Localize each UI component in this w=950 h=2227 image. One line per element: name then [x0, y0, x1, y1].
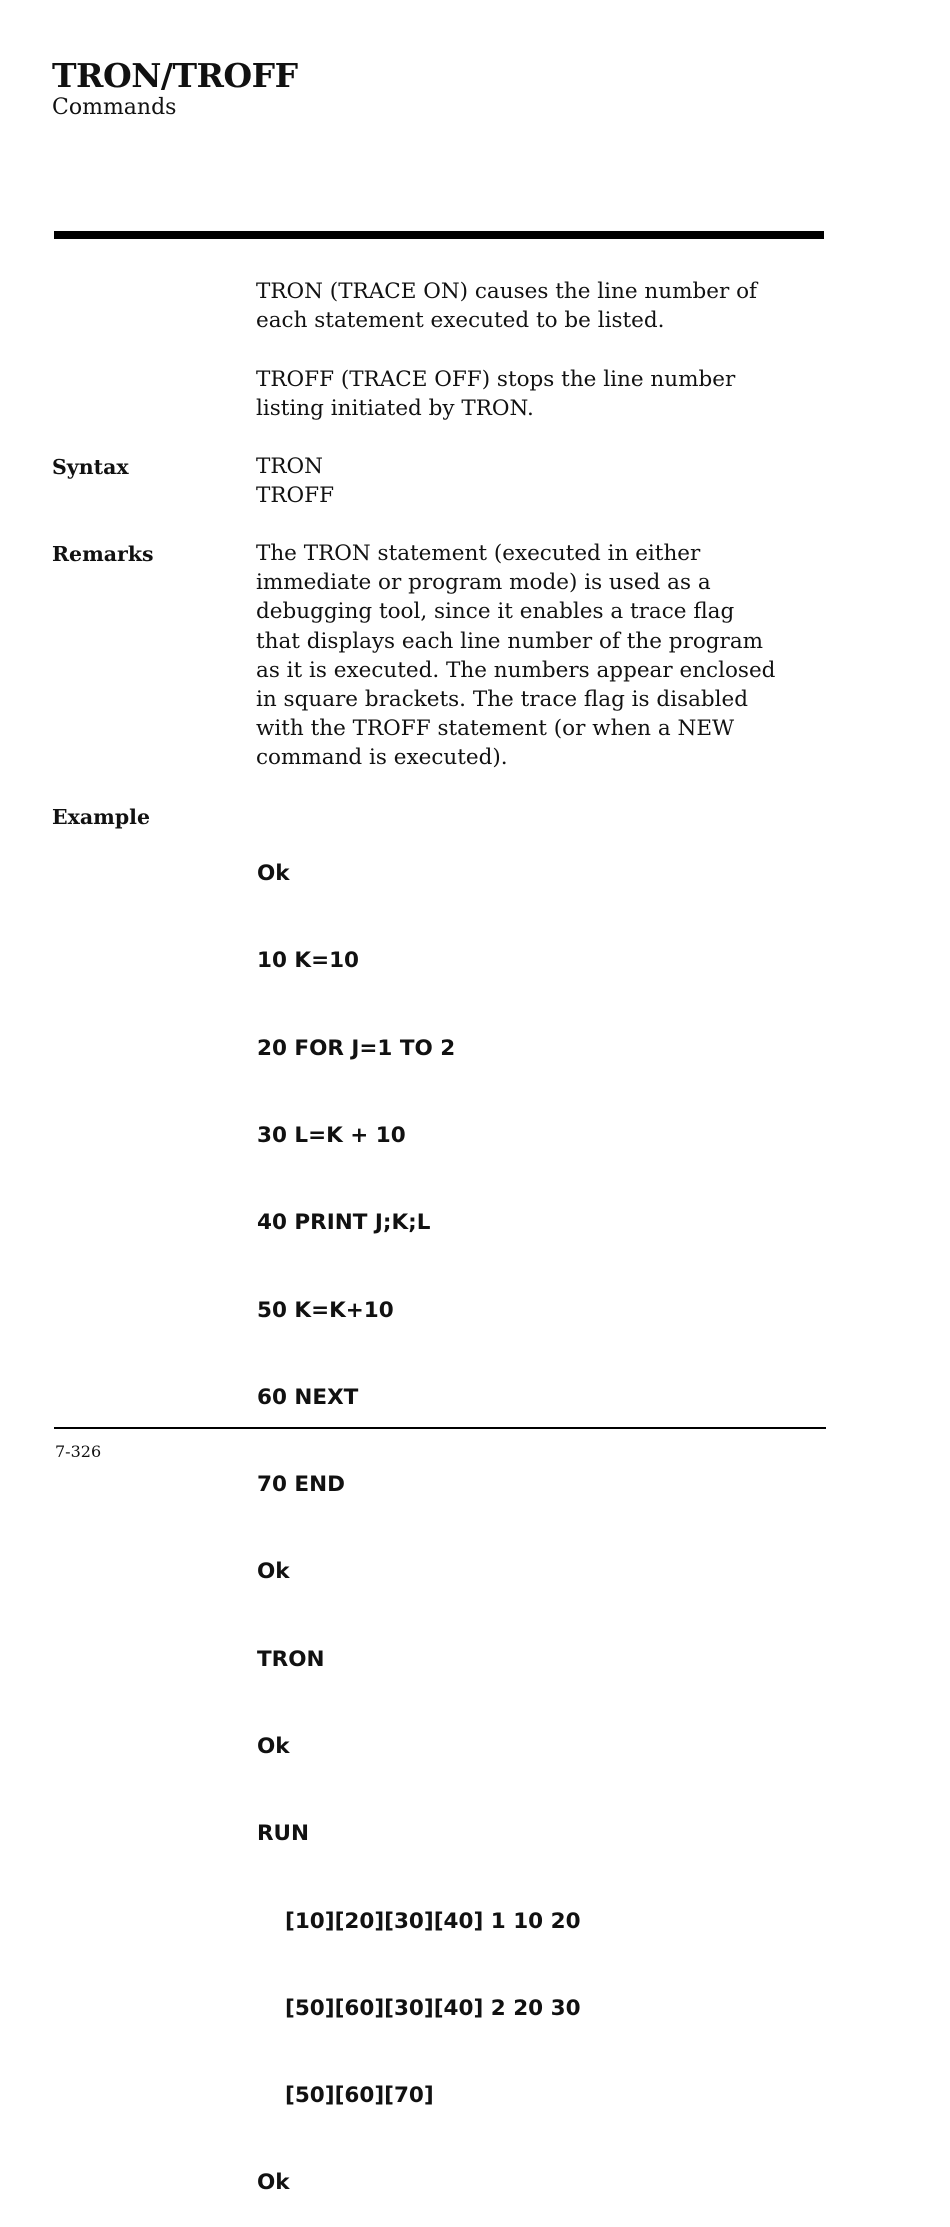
page-title: TRON/TROFF	[52, 56, 298, 95]
code-line: 60 NEXT	[257, 1384, 359, 1410]
code-line: 50 K=K+10	[257, 1297, 394, 1323]
top-rule-divider	[54, 231, 824, 239]
page-number: 7-326	[55, 1442, 102, 1461]
example-label: Example	[52, 805, 150, 829]
syntax-line: TROFF	[256, 483, 334, 509]
example-code-block	[257, 801, 581, 2227]
syntax-line: TRON	[256, 454, 323, 479]
tron-description-line: each statement executed to be listed.	[256, 308, 665, 334]
code-line: Ok	[257, 1734, 290, 1759]
code-line: RUN	[257, 1821, 310, 1847]
tron-description	[256, 277, 816, 335]
tron-description-line: TRON (TRACE ON) causes the line number of	[256, 279, 757, 304]
code-line: Ok	[257, 2170, 290, 2196]
remarks-line: with the TROFF statement (or when a NEW	[256, 716, 735, 742]
remarks-line: command is executed).	[256, 745, 508, 771]
syntax-label: Syntax	[52, 455, 129, 479]
page-subtitle: Commands	[52, 95, 177, 120]
code-line: 30 L=K + 10	[257, 1123, 406, 1149]
code-line: Ok	[257, 1559, 290, 1585]
code-line: 20 FOR J=1 TO 2	[257, 1035, 456, 1061]
code-output-line: [10][20][30][40] 1 10 20	[285, 1908, 581, 1934]
remarks-line: debugging tool, since it enables a trace flag	[256, 599, 735, 625]
bottom-rule-divider	[54, 1427, 826, 1429]
remarks-line: in square brackets. The trace flag is disabled	[256, 687, 749, 713]
code-output-line: [50][60][70]	[285, 2083, 434, 2109]
code-line: TRON	[257, 1646, 325, 1672]
code-line: 40 PRINT J;K;L	[257, 1210, 431, 1236]
troff-description-line: listing initiated by TRON.	[256, 396, 534, 422]
remarks-line: as it is executed. The numbers appear enclosed	[256, 657, 776, 683]
code-line: 70 END	[257, 1472, 345, 1498]
remarks-body	[256, 539, 816, 773]
remarks-line: immediate or program mode) is used as a	[256, 570, 711, 596]
troff-description	[256, 365, 816, 423]
code-line: 10 K=10	[257, 948, 359, 974]
remarks-line: that displays each line number of the program	[256, 628, 764, 654]
code-output-line: [50][60][30][40] 2 20 30	[285, 1995, 581, 2021]
remarks-label: Remarks	[52, 542, 154, 566]
troff-description-line: TROFF (TRACE OFF) stops the line number	[256, 367, 736, 392]
code-line: Ok	[257, 861, 290, 887]
syntax-body	[256, 452, 816, 510]
remarks-line: The TRON statement (executed in either	[256, 541, 701, 566]
